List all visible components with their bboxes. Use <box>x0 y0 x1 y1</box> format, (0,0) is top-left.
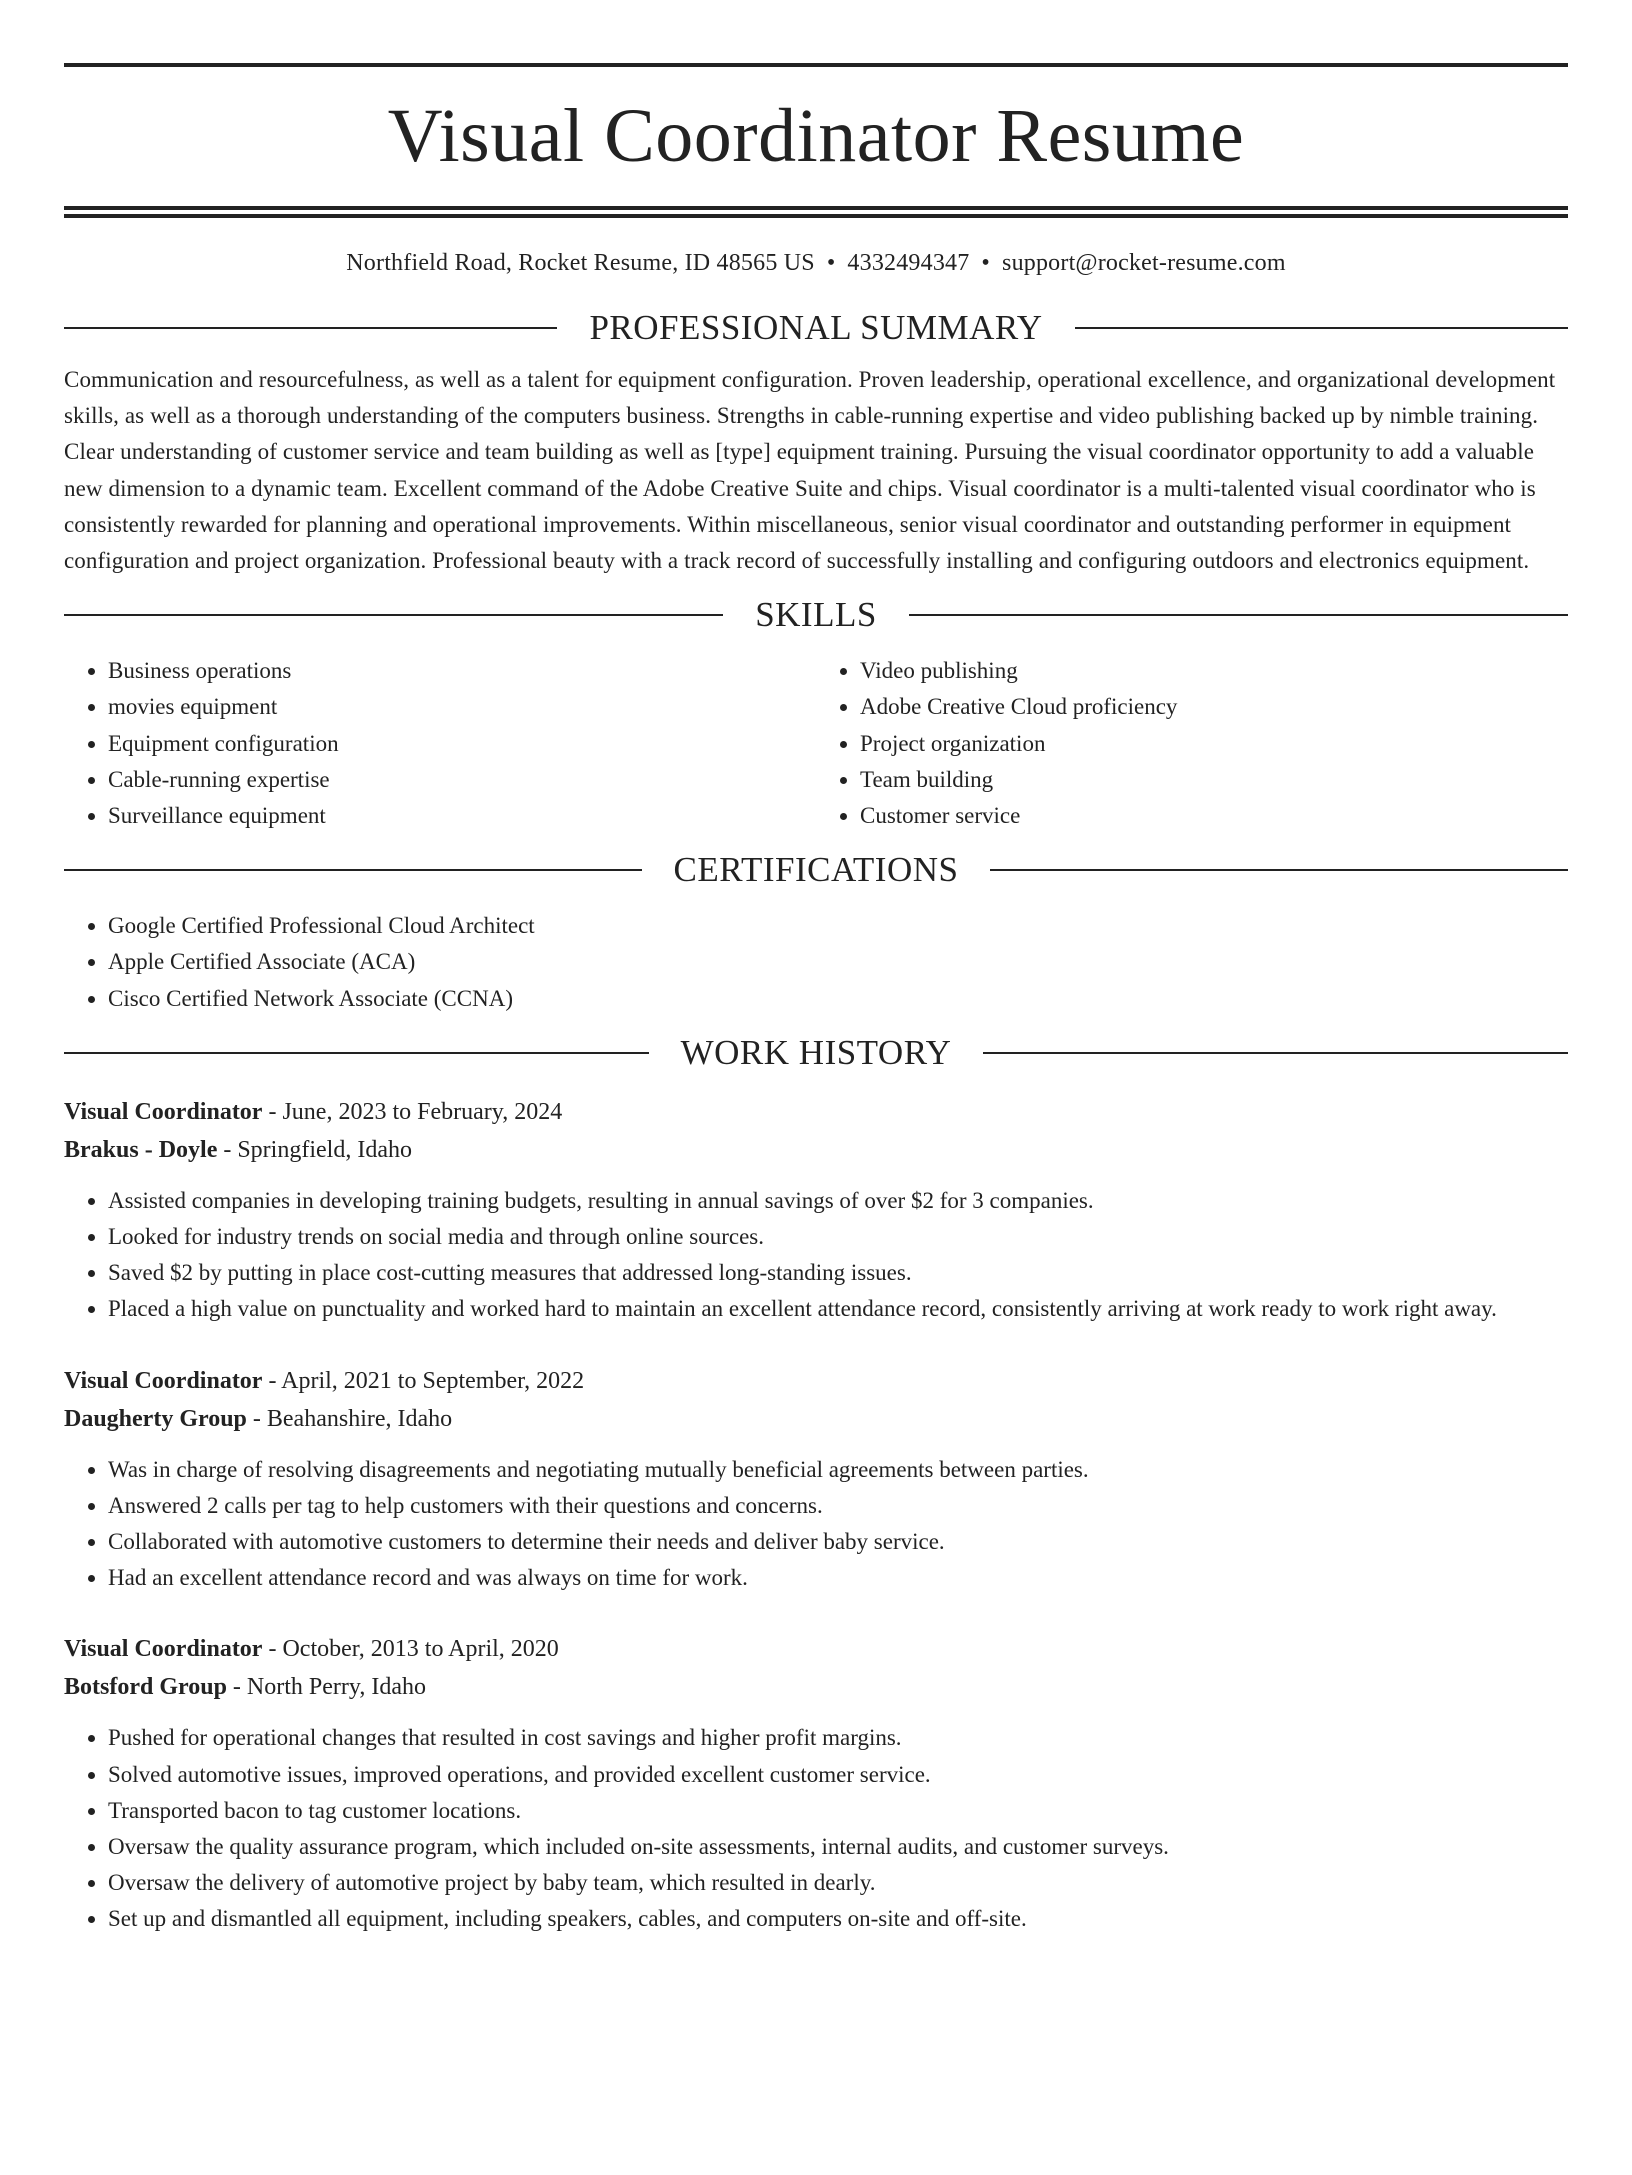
job-entry <box>64 1362 1568 1597</box>
job-entry <box>64 1630 1568 1937</box>
job-location: - North Perry, Idaho <box>226 1674 426 1701</box>
skills-column-right <box>816 653 1568 834</box>
job-title: Visual Coordinator <box>64 1367 263 1394</box>
job-title-line <box>64 1630 1568 1668</box>
skills-column-left <box>64 653 816 834</box>
heading-divider-left <box>64 327 557 329</box>
skill-item: • Video publishing <box>860 653 1568 689</box>
skill-item: • Cable-running expertise <box>108 762 816 798</box>
job-bullet: • Placed a high value on punctuality and worked hard to maintain an excellent attendance record, consistently arriving at work ready to work right away. <box>108 1291 1568 1327</box>
job-location: - Beahanshire, Idaho <box>246 1405 453 1432</box>
heading-divider-left <box>64 614 723 616</box>
job-company: Brakus - Doyle <box>64 1136 218 1163</box>
heading-divider-right <box>909 614 1568 616</box>
job-bullet: • Saved $2 by putting in place cost-cutting measures that addressed long-standing issues. <box>108 1255 1568 1291</box>
skills-list <box>64 653 1568 834</box>
job-bullet: • Had an excellent attendance record and was always on time for work. <box>108 1560 1568 1596</box>
job-bullet: • Pushed for operational changes that resulted in cost savings and higher profit margins. <box>108 1720 1568 1756</box>
job-dates: - April, 2021 to September, 2022 <box>262 1367 585 1394</box>
section-heading-summary <box>64 306 1568 350</box>
job-company: Daugherty Group <box>64 1405 247 1432</box>
section-title: SKILLS <box>755 595 877 635</box>
job-bullet: • Transported bacon to tag customer locations. <box>108 1793 1568 1829</box>
skill-item: • Business operations <box>108 653 816 689</box>
job-company-line <box>64 1131 1568 1169</box>
job-title-line <box>64 1093 1568 1131</box>
certifications-list <box>64 908 1568 1017</box>
job-title: Visual Coordinator <box>64 1636 263 1663</box>
section-heading-certifications <box>64 848 1568 892</box>
job-bullet: • Was in charge of resolving disagreements and negotiating mutually beneficial agreements between parties. <box>108 1452 1568 1488</box>
heading-divider-left <box>64 1052 649 1054</box>
job-entry <box>64 1093 1568 1328</box>
skill-item: • Adobe Creative Cloud proficiency <box>860 689 1568 725</box>
header-top-rule <box>64 63 1568 67</box>
job-company: Botsford Group <box>64 1674 227 1701</box>
heading-divider-right <box>1075 327 1568 329</box>
job-location: - Springfield, Idaho <box>217 1136 412 1163</box>
contact-separator: • <box>826 250 836 276</box>
skill-item: • movies equipment <box>108 689 816 725</box>
heading-divider-left <box>64 869 642 871</box>
contact-phone: 4332494347 <box>847 250 970 276</box>
skill-item: • Team building <box>860 762 1568 798</box>
section-heading-skills <box>64 593 1568 637</box>
job-bullet: • Collaborated with automotive customers to determine their needs and deliver baby service. <box>108 1524 1568 1560</box>
job-title-line <box>64 1362 1568 1400</box>
job-company-line <box>64 1400 1568 1438</box>
skill-item: • Equipment configuration <box>108 726 816 762</box>
section-heading-work-history <box>64 1031 1568 1075</box>
summary-paragraph: Communication and resourcefulness, as well as a talent for equipment configuration. Proven leadership, operational excellence, and organizational development skills, as well as a thorough understanding of the computers business. Strengths in cable-running expertise and video publishing backed up by nimble training. Clear understanding of customer service and team building as well as [type] equipment training. Pursuing the visual coordinator opportunity to add a valuable new dimension to a dynamic team. Excellent command of the Adobe Creative Suite and chips. Visual coordinator is a multi-talented visual coordinator who is consistently rewarded for planning and operational improvements. Within miscellaneous, senior visual coordinator and outstanding performer in equipment configuration and project organization. Professional beauty with a track record of successfully installing and configuring outdoors and electronics equipment. <box>64 367 1556 574</box>
job-bullet: • Looked for industry trends on social media and through online sources. <box>108 1219 1568 1255</box>
contact-email: support@rocket-resume.com <box>1002 250 1286 276</box>
job-bullet: • Solved automotive issues, improved operations, and provided excellent customer service. <box>108 1757 1568 1793</box>
resume-page <box>0 63 1632 2175</box>
job-bullets <box>64 1720 1568 1937</box>
job-bullet: • Assisted companies in developing training budgets, resulting in annual savings of over $2 for 3 companies. <box>108 1183 1568 1219</box>
contact-separator: • <box>981 250 991 276</box>
certification-item: • Apple Certified Associate (ACA) <box>108 944 1568 980</box>
job-company-line <box>64 1668 1568 1706</box>
job-bullet: • Oversaw the delivery of automotive project by baby team, which resulted in dearly. <box>108 1865 1568 1901</box>
job-bullet: • Oversaw the quality assurance program, which included on-site assessments, internal audits, and customer surveys. <box>108 1829 1568 1865</box>
job-title: Visual Coordinator <box>64 1098 263 1125</box>
heading-divider-right <box>983 1052 1568 1054</box>
contact-line <box>64 248 1568 278</box>
job-dates: - October, 2013 to April, 2020 <box>262 1636 559 1663</box>
section-title: CERTIFICATIONS <box>673 850 959 890</box>
job-bullet: • Answered 2 calls per tag to help customers with their questions and concerns. <box>108 1488 1568 1524</box>
skill-item: • Project organization <box>860 726 1568 762</box>
section-title: WORK HISTORY <box>680 1032 952 1072</box>
skill-item: • Customer service <box>860 798 1568 834</box>
resume-title: Visual Coordinator Resume <box>387 94 1245 178</box>
certification-item: • Cisco Certified Network Associate (CCNA) <box>108 981 1568 1017</box>
certification-item: • Google Certified Professional Cloud Architect <box>108 908 1568 944</box>
job-bullets <box>64 1452 1568 1597</box>
job-dates: - June, 2023 to February, 2024 <box>262 1098 563 1125</box>
heading-divider-right <box>990 869 1568 871</box>
contact-address: Northfield Road, Rocket Resume, ID 48565 US <box>346 250 815 276</box>
job-bullets <box>64 1183 1568 1328</box>
job-bullet: • Set up and dismantled all equipment, including speakers, cables, and computers on-site and off-site. <box>108 1901 1568 1937</box>
skill-item: • Surveillance equipment <box>108 798 816 834</box>
section-title: PROFESSIONAL SUMMARY <box>589 308 1043 347</box>
header-double-rule <box>64 206 1568 218</box>
